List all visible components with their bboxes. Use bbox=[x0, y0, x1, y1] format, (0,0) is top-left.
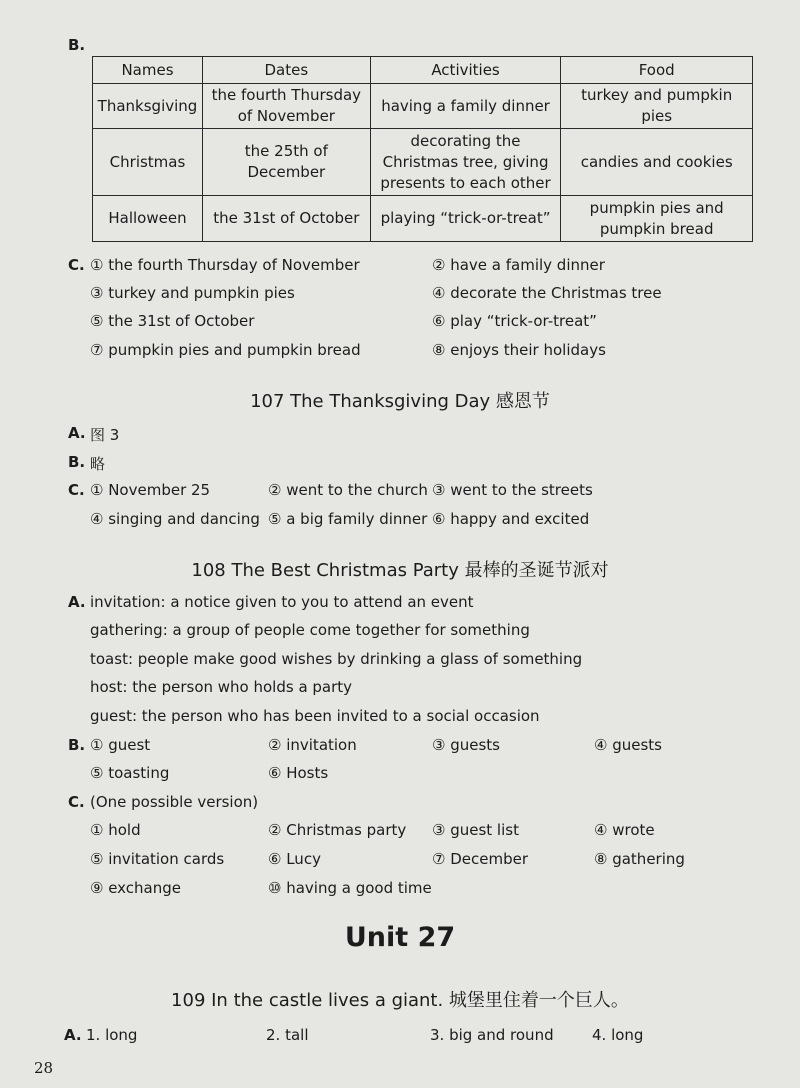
definition-line: gathering: a group of people come together for something bbox=[90, 621, 530, 639]
answer-item: ⑤ the 31st of October bbox=[90, 312, 255, 330]
lesson-109-title: 109 In the castle lives a giant. 城堡里住着一个巨人。 bbox=[171, 990, 629, 1011]
table-row bbox=[93, 84, 753, 129]
table-cell: Christmas bbox=[93, 129, 203, 196]
section-a-label: A. bbox=[68, 424, 86, 442]
answer-item: ⑥ Lucy bbox=[268, 850, 321, 868]
table-row bbox=[93, 196, 753, 242]
answer-item: ① November 25 bbox=[90, 481, 211, 499]
definition-line: guest: the person who has been invited to a social occasion bbox=[90, 707, 540, 725]
page-number: 28 bbox=[34, 1059, 54, 1077]
answer-item: ③ guests bbox=[432, 736, 500, 754]
holidays-table bbox=[92, 56, 753, 242]
answer-item: ④ wrote bbox=[594, 821, 655, 839]
version-note: (One possible version) bbox=[90, 793, 259, 811]
section-c-label: C. bbox=[68, 793, 85, 811]
answer-item: ③ turkey and pumpkin pies bbox=[90, 284, 295, 302]
answer-item: ① the fourth Thursday of November bbox=[90, 256, 360, 274]
answer-item: ③ guest list bbox=[432, 821, 519, 839]
answer-item: ② Christmas party bbox=[268, 821, 407, 839]
answer-item: ④ guests bbox=[594, 736, 662, 754]
answer-item: ② have a family dinner bbox=[432, 256, 605, 274]
answer-item: ④ singing and dancing bbox=[90, 510, 260, 528]
lesson-107-title: 107 The Thanksgiving Day 感恩节 bbox=[250, 391, 550, 412]
lesson-108-title: 108 The Best Christmas Party 最棒的圣诞节派对 bbox=[191, 560, 609, 581]
answer-item: ⑤ a big family dinner bbox=[268, 510, 428, 528]
section-c-label: C. bbox=[68, 256, 85, 274]
answer-item: ⑦ December bbox=[432, 850, 528, 868]
answer-item: 3. big and round bbox=[430, 1026, 554, 1044]
answer-item: ① hold bbox=[90, 821, 141, 839]
answer-item: 略 bbox=[90, 455, 106, 473]
section-b-label: B. bbox=[68, 453, 86, 471]
answer-item: ⑥ Hosts bbox=[268, 764, 329, 782]
table-header-row bbox=[93, 57, 753, 84]
table-header-cell: Activities bbox=[370, 57, 561, 84]
answer-item: 4. long bbox=[592, 1026, 644, 1044]
table-cell: playing “trick-or-treat” bbox=[370, 196, 561, 242]
table-cell: the fourth Thursday of November bbox=[202, 84, 370, 129]
answer-item: 2. tall bbox=[266, 1026, 309, 1044]
answer-item: ① guest bbox=[90, 736, 151, 754]
definition-line: toast: people make good wishes by drinking a glass of something bbox=[90, 650, 583, 668]
answer-item: ⑤ invitation cards bbox=[90, 850, 225, 868]
table-cell: the 25th of December bbox=[202, 129, 370, 196]
answer-item: ⑨ exchange bbox=[90, 879, 181, 897]
section-b-label: B. bbox=[68, 36, 86, 54]
answer-item: ② went to the church bbox=[268, 481, 428, 499]
answer-item: 图 3 bbox=[90, 426, 120, 444]
section-a-label: A. bbox=[68, 593, 86, 611]
table-row bbox=[93, 129, 753, 196]
answer-item: ⑥ happy and excited bbox=[432, 510, 590, 528]
table-header-cell: Food bbox=[561, 57, 753, 84]
table-header-cell: Dates bbox=[202, 57, 370, 84]
answer-item: ⑩ having a good time bbox=[268, 879, 432, 897]
answer-item: ⑦ pumpkin pies and pumpkin bread bbox=[90, 341, 361, 359]
table-cell: pumpkin pies and pumpkin bread bbox=[561, 196, 753, 242]
answer-item: ⑧ enjoys their holidays bbox=[432, 341, 606, 359]
table-cell: decorating the Christmas tree, giving presents to each other bbox=[370, 129, 561, 196]
answer-item: ⑥ play “trick-or-treat” bbox=[432, 312, 597, 330]
answer-item: ⑤ toasting bbox=[90, 764, 170, 782]
answer-item: ② invitation bbox=[268, 736, 357, 754]
table-cell: the 31st of October bbox=[202, 196, 370, 242]
definition-line: invitation: a notice given to you to attend an event bbox=[90, 593, 474, 611]
unit-title: Unit 27 bbox=[344, 922, 456, 953]
answer-item: ⑧ gathering bbox=[594, 850, 685, 868]
table-cell: Halloween bbox=[93, 196, 203, 242]
table-cell: turkey and pumpkin pies bbox=[561, 84, 753, 129]
answer-item: ④ decorate the Christmas tree bbox=[432, 284, 662, 302]
table-cell: having a family dinner bbox=[370, 84, 561, 129]
answer-item: ③ went to the streets bbox=[432, 481, 593, 499]
section-c-label: C. bbox=[68, 481, 85, 499]
definition-line: host: the person who holds a party bbox=[90, 678, 353, 696]
section-a-label: A. bbox=[64, 1026, 82, 1044]
section-b-label: B. bbox=[68, 736, 86, 754]
answer-item: 1. long bbox=[86, 1026, 138, 1044]
table-header-cell: Names bbox=[93, 57, 203, 84]
table-cell: Thanksgiving bbox=[93, 84, 203, 129]
table-cell: candies and cookies bbox=[561, 129, 753, 196]
